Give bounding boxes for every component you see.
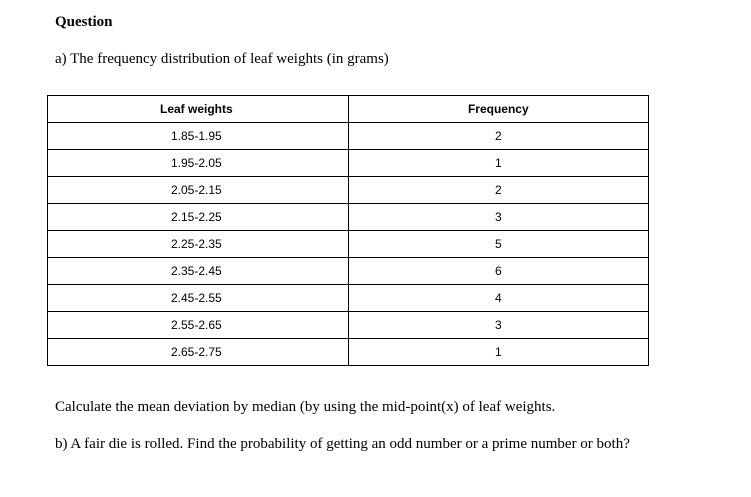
table-row [48,204,649,231]
table-row [48,312,649,339]
leaf-weight-cell: 2.55-2.65 [48,312,349,339]
leaf-weight-cell: 2.65-2.75 [48,339,349,366]
table-row [48,150,649,177]
table-row [48,258,649,285]
table-row [48,339,649,366]
leaf-weight-cell: 1.95-2.05 [48,150,349,177]
leaf-weight-cell: 2.05-2.15 [48,177,349,204]
header-frequency: Frequency [348,96,648,123]
leaf-weight-cell: 2.35-2.45 [48,258,349,285]
frequency-cell: 6 [348,258,648,285]
table-row [48,123,649,150]
frequency-cell: 2 [348,123,648,150]
calculate-instruction: Calculate the mean deviation by median (by using the mid-point(x) of leaf weights. [55,399,556,415]
question-heading: Question [55,14,113,30]
leaf-weight-cell: 2.25-2.35 [48,231,349,258]
leaf-weight-cell: 1.85-1.95 [48,123,349,150]
frequency-cell: 2 [348,177,648,204]
table-header-row [48,96,649,123]
frequency-cell: 1 [348,339,648,366]
frequency-table [47,95,649,366]
table-row [48,231,649,258]
leaf-weight-cell: 2.15-2.25 [48,204,349,231]
leaf-weight-cell: 2.45-2.55 [48,285,349,312]
frequency-cell: 5 [348,231,648,258]
frequency-cell: 4 [348,285,648,312]
table-row [48,177,649,204]
frequency-cell: 3 [348,204,648,231]
frequency-cell: 1 [348,150,648,177]
table-row [48,285,649,312]
part-b-text: b) A fair die is rolled. Find the probability of getting an odd number or a prime number or both? [55,436,630,452]
part-a-text: a) The frequency distribution of leaf weights (in grams) [55,51,389,67]
frequency-cell: 3 [348,312,648,339]
header-leaf-weights: Leaf weights [48,96,349,123]
